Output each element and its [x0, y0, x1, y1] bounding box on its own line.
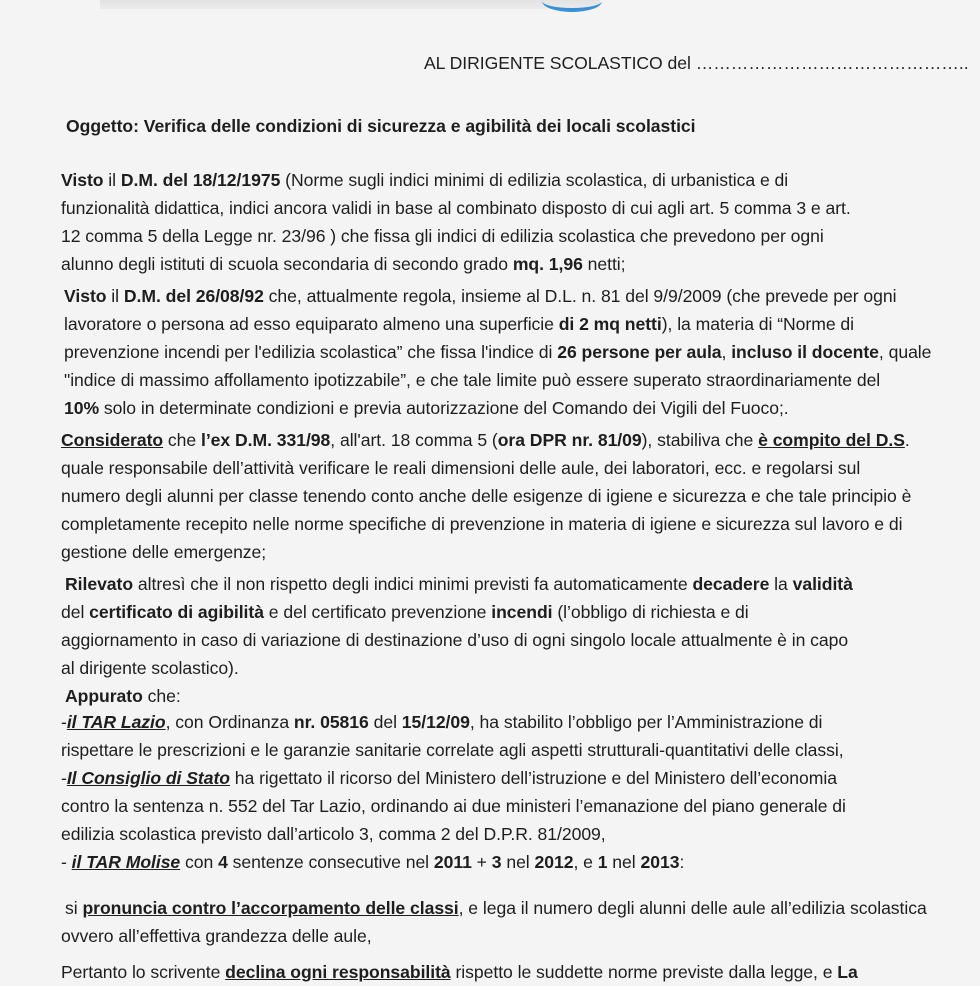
text-run: ovvero all’effettiva grandezza delle aule, — [61, 926, 372, 946]
text-run: rispettare le prescrizioni e le garanzie sanitarie correlate agli aspetti strutturali-quantitativi delle classi, — [61, 740, 844, 760]
paragraph-p7-line — [61, 958, 858, 986]
text-run: , e — [573, 852, 598, 872]
text-run: : — [679, 852, 685, 872]
text-run: completamente recepito nelle norme specifiche di prevenzione in materia di igiene e sicurezza sul lavoro e di — [61, 514, 903, 534]
emphasis-run: 3 — [491, 852, 502, 872]
text-run: , all'art. 18 comma 5 ( — [330, 430, 498, 450]
text-run: nel — [501, 852, 535, 872]
text-run: + — [471, 852, 492, 872]
emphasis-run: 15/12/09 — [401, 712, 470, 732]
text-run: prevenzione incendi per l'edilizia scolastica” che fissa l'indice di — [64, 342, 558, 362]
text-run: altresì che il non rispetto degli indici minimi previsti fa automaticamente — [133, 574, 693, 594]
recipient-line — [424, 49, 969, 77]
text-run: - — [61, 712, 67, 732]
text-run: quale responsabile dell’attività verificare le reali dimensioni delle aule, dei laboratori, ecc. e regolarsi sul — [61, 458, 861, 478]
subject-label: Oggetto: — [66, 116, 139, 136]
paragraph-p2-line — [64, 282, 896, 310]
paragraph-p1-line — [61, 194, 851, 222]
paragraph-p4-line — [61, 654, 239, 682]
text-run: - — [61, 768, 67, 788]
text-run: funzionalità didattica, indici ancora validi in base al combinato disposto di cui agli art. 5 comma 3 e art. — [61, 198, 851, 218]
text-run: netti; — [582, 254, 626, 274]
emphasis-run: Visto — [64, 286, 107, 306]
text-run: (l’obbligo di richiesta e di — [552, 602, 749, 622]
text-run: - — [61, 852, 72, 872]
text-run: del — [61, 602, 90, 622]
text-run: il — [103, 170, 121, 190]
text-run: nel — [607, 852, 641, 872]
text-run: , con Ordinanza — [165, 712, 294, 732]
emphasis-run: mq. 1,96 — [512, 254, 583, 274]
paragraph-p5-line — [61, 792, 846, 820]
emphasis-run: Appurato — [65, 686, 143, 706]
paragraph-p1-line — [61, 222, 824, 250]
text-run: il — [106, 286, 124, 306]
emphasis-run: pronuncia contro l’accorpamento delle classi — [82, 898, 459, 918]
text-run: alunno degli istituti di scuola secondaria di secondo grado — [61, 254, 513, 274]
paragraph-p5-line — [61, 848, 684, 876]
text-run: ), la materia di “Norme di — [661, 314, 854, 334]
text-run: , quale — [878, 342, 932, 362]
emphasis-run: il TAR Molise — [71, 852, 181, 872]
text-run: sentenze consecutive nel — [227, 852, 434, 872]
paragraph-p5-line — [65, 682, 181, 710]
paragraph-p4-line — [61, 626, 848, 654]
text-run: , e lega il numero degli alunni delle aule all’edilizia scolastica — [458, 898, 927, 918]
text-run: rispetto le suddette norme previste dalla legge, e — [450, 962, 838, 982]
text-run: lavoratore o persona ad esso equiparato almeno una superficie — [64, 314, 559, 334]
emphasis-run: validità — [792, 574, 853, 594]
text-run: del — [368, 712, 402, 732]
emphasis-run: D.M. del 18/12/1975 — [120, 170, 281, 190]
text-run: che, attualmente regola, insieme al D.L. n. 81 del 9/9/2009 (che prevede per ogni — [263, 286, 897, 306]
emphasis-run: Il Consiglio di Stato — [66, 768, 230, 788]
text-run: aggiornamento in caso di variazione di destinazione d’uso di ogni singolo locale attualmente è in capo — [61, 630, 849, 650]
paragraph-p2-line — [64, 310, 854, 338]
text-run: ), stabiliva che — [641, 430, 759, 450]
text-run: (Norme sugli indici minimi di edilizia scolastica, di urbanistica e di — [280, 170, 789, 190]
text-run: "indice di massimo affollamento ipotizzabile”, e che tale limite può essere superato straordinariamente del — [64, 370, 881, 390]
emphasis-run: ora DPR nr. 81/09 — [497, 430, 642, 450]
subject-line — [66, 112, 696, 140]
text-run: gestione delle emergenze; — [61, 542, 267, 562]
paragraph-p5-line — [61, 820, 606, 848]
paragraph-p1-line — [61, 166, 788, 194]
text-run: edilizia scolastica previsto dall’articolo 3, comma 2 del D.P.R. 81/2009, — [61, 824, 606, 844]
emphasis-run: 2011 — [433, 852, 472, 872]
paragraph-p3-line — [61, 454, 860, 482]
text-run: la — [769, 574, 793, 594]
paragraph-p3-line — [61, 510, 902, 538]
paragraph-p4-line — [61, 598, 749, 626]
text-run: ha rigettato il ricorso del Ministero dell’istruzione e del Ministero dell’economia — [229, 768, 837, 788]
emphasis-run: La — [837, 962, 858, 982]
text-run: contro la sentenza n. 552 del Tar Lazio, ordinando ai due ministeri l’emanazione del piano generale di — [61, 796, 846, 816]
text-run: che — [163, 430, 201, 450]
letterhead-strip — [100, 0, 600, 9]
emphasis-run: certificato di agibilità — [89, 602, 264, 622]
emphasis-run: 10% — [64, 398, 100, 418]
text-run: Pertanto lo scrivente — [61, 962, 226, 982]
emphasis-run: 1 — [597, 852, 608, 872]
emphasis-run: Rilevato — [65, 574, 134, 594]
paragraph-p2-line — [64, 394, 789, 422]
emphasis-run: il TAR Lazio — [66, 712, 166, 732]
paragraph-p3-line — [61, 426, 910, 454]
emphasis-run: incluso il docente — [731, 342, 879, 362]
text-run: , — [721, 342, 732, 362]
paragraph-p4-line — [65, 570, 853, 598]
paragraph-p5-line — [61, 764, 837, 792]
emphasis-run: di 2 mq netti — [558, 314, 662, 334]
paragraph-p6-line — [65, 894, 927, 922]
emphasis-run: declina ogni responsabilità — [225, 962, 451, 982]
text-run: , ha stabilito l’obbligo per l’Amministrazione di — [469, 712, 823, 732]
text-run: e del certificato prevenzione — [263, 602, 492, 622]
text-run: numero degli alunni per classe tenendo conto anche delle esigenze di igiene e sicurezza e che tale principio è — [61, 486, 912, 506]
paragraph-p5-line — [61, 736, 844, 764]
subject-text: Verifica delle condizioni di sicurezza e agibilità dei locali scolastici — [138, 116, 696, 136]
text-run: 12 comma 5 della Legge nr. 23/96 ) che fissa gli indici di edilizia scolastica che prevedono per ogni — [61, 226, 824, 246]
text-run: solo in determinate condizioni e previa autorizzazione del Comando dei Vigili del Fuoco;. — [99, 398, 789, 418]
paragraph-p5-line — [61, 708, 822, 736]
paragraph-p2-line — [64, 338, 931, 366]
text-run: . — [904, 430, 910, 450]
text-run: si — [65, 898, 83, 918]
emphasis-run: 2013 — [640, 852, 680, 872]
emphasis-run: 4 — [218, 852, 228, 872]
emphasis-run: incendi — [491, 602, 553, 622]
emphasis-run: nr. 05816 — [293, 712, 369, 732]
emphasis-run: Visto — [61, 170, 104, 190]
emphasis-run: decadere — [692, 574, 770, 594]
emphasis-run: l’ex D.M. 331/98 — [201, 430, 331, 450]
paragraph-p2-line — [64, 366, 880, 394]
paragraph-p3-line — [61, 538, 266, 566]
emphasis-run: 26 persone per aula — [557, 342, 722, 362]
paragraph-p1-line — [61, 250, 626, 278]
emphasis-run: D.M. del 26/08/92 — [123, 286, 264, 306]
recipient-text: AL DIRIGENTE SCOLASTICO del ……………………………………….. — [424, 53, 969, 73]
letterhead-logo-fragment — [542, 0, 602, 12]
paragraph-p3-line — [61, 482, 911, 510]
text-run: al dirigente scolastico). — [61, 658, 239, 678]
text-run: che: — [142, 686, 181, 706]
paragraph-p6-line — [61, 922, 372, 950]
emphasis-run: è compito del D.S — [758, 430, 905, 450]
emphasis-run: 2012 — [534, 852, 574, 872]
text-run: con — [180, 852, 219, 872]
emphasis-run: Considerato — [61, 430, 164, 450]
